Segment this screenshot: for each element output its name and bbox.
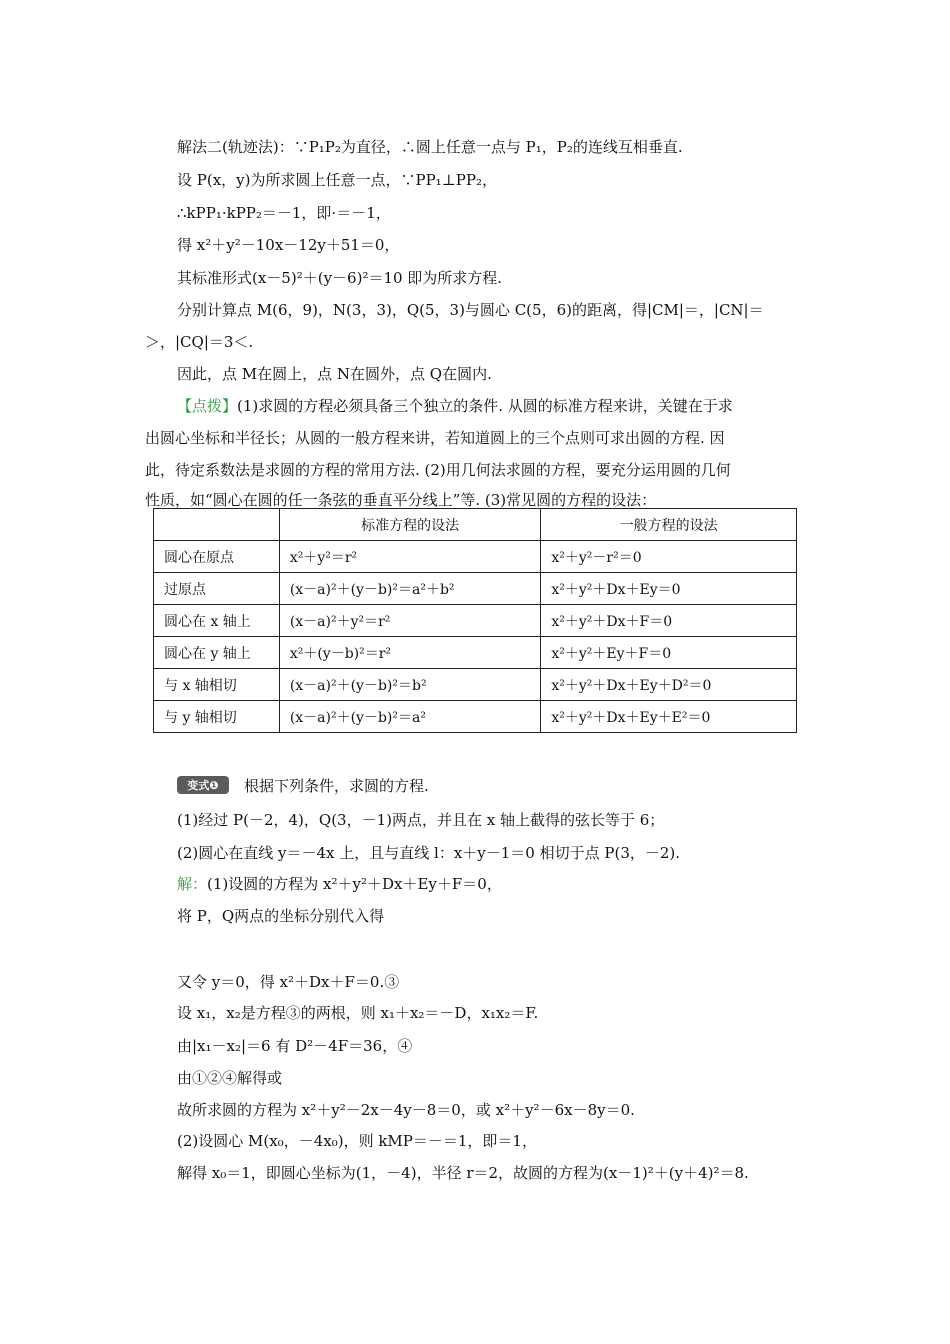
table-cell: 圆心在 x 轴上 (154, 605, 280, 637)
tip-text-1: (1)求圆的方程必须具备三个独立的条件. 从圆的标准方程来讲，关键在于求 (237, 397, 733, 415)
solution-line-6: 分别计算点 M(6，9)，N(3，3)，Q(5，3)与圆心 C(5，6)的距离，得|CM|＝，|CN|＝ (177, 301, 764, 319)
table-header-cell (154, 509, 280, 541)
variant-solution-line-9: 解得 x₀＝1，即圆心坐标为(1，－4)，半径 r＝2，故圆的方程为(x－1)²＋(y＋4)²＝8. (177, 1164, 749, 1182)
table-row (154, 637, 797, 669)
solution-line-3: ∴kPP₁·kPP₂＝－1，即·＝－1， (177, 204, 391, 222)
variant-solution-line-4: 设 x₁，x₂是方程③的两根，则 x₁＋x₂＝－D，x₁x₂＝F. (177, 1004, 539, 1022)
table-cell: 与 x 轴相切 (154, 669, 280, 701)
tip-line-3: 此，待定系数法是求圆的方程的常用方法. (2)用几何法求圆的方程，要充分运用圆的几何 (145, 461, 731, 479)
solution-line-8: 因此，点 M在圆上，点 N在圆外，点 Q在圆内. (177, 365, 492, 383)
solution-line-5: 其标准形式(x－5)²＋(y－6)²＝10 即为所求方程. (177, 269, 503, 287)
variant-badge: 变式❶ (177, 776, 229, 794)
solution-line-2: 设 P(x，y)为所求圆上任意一点，∵PP₁⊥PP₂， (177, 171, 498, 189)
circle-equation-table (153, 508, 797, 733)
solution-text-1: (1)设圆的方程为 x²＋y²＋Dx＋Ey＋F＝0， (207, 875, 502, 893)
tip-label: 【点拨】 (177, 397, 238, 415)
table-cell: 圆心在原点 (154, 541, 280, 573)
table-cell: 过原点 (154, 573, 280, 605)
table-header-cell: 一般方程的设法 (541, 509, 797, 541)
tip-line-4: 性质，如“圆心在圆的任一条弦的垂直平分线上”等. (3)常见圆的方程的设法： (145, 491, 657, 509)
solution-line-4: 得 x²＋y²－10x－12y＋51＝0， (177, 236, 400, 254)
table-cell: x²＋y²＋Dx＋Ey＋E²＝0 (541, 701, 797, 733)
variant-solution-line-6: 由①②④解得或 (177, 1069, 283, 1087)
table-row (154, 701, 797, 733)
variant-question-2: (2)圆心在直线 y＝－4x 上，且与直线 l：x＋y－1＝0 相切于点 P(3，－2). (177, 844, 681, 862)
tip-line-1 (177, 396, 733, 416)
variant-solution-line-2: 将 P，Q两点的坐标分别代入得 (177, 907, 385, 925)
table-cell: 与 y 轴相切 (154, 701, 280, 733)
solution-line-7: ＞，|CQ|＝3＜. (145, 333, 254, 351)
table-row (154, 541, 797, 573)
solution-line-1: 解法二(轨迹法)：∵P₁P₂为直径，∴圆上任意一点与 P₁，P₂的连线互相垂直. (177, 138, 683, 156)
table-cell: x²＋y²＋Dx＋Ey＝0 (541, 573, 797, 605)
table-row (154, 573, 797, 605)
solution-label: 解： (177, 875, 208, 893)
table-header-cell: 标准方程的设法 (279, 509, 541, 541)
table-row (154, 605, 797, 637)
table-cell: x²＋y²＋Dx＋Ey＋D²＝0 (541, 669, 797, 701)
table-cell: (x－a)²＋(y－b)²＝a²＋b² (279, 573, 541, 605)
table-cell: x²＋(y－b)²＝r² (279, 637, 541, 669)
variant-solution-line-1 (177, 874, 502, 894)
table-row (154, 669, 797, 701)
variant-prompt: 根据下列条件，求圆的方程. (244, 777, 429, 795)
table-cell: x²＋y²＋Dx＋F＝0 (541, 605, 797, 637)
variant-question-1: (1)经过 P(－2，4)，Q(3，－1)两点，并且在 x 轴上截得的弦长等于 6； (177, 811, 665, 829)
table-cell: (x－a)²＋(y－b)²＝b² (279, 669, 541, 701)
variant-solution-line-3: 又令 y＝0，得 x²＋Dx＋F＝0.③ (177, 973, 400, 991)
tip-line-2: 出圆心坐标和半径长；从圆的一般方程来讲，若知道圆上的三个点则可求出圆的方程. 因 (145, 429, 725, 447)
table-cell: x²＋y²＝r² (279, 541, 541, 573)
table-cell: (x－a)²＋y²＝r² (279, 605, 541, 637)
table-cell: (x－a)²＋(y－b)²＝a² (279, 701, 541, 733)
variant-solution-line-8: (2)设圆心 M(x₀，－4x₀)，则 kMP＝－＝1，即＝1， (177, 1132, 537, 1150)
variant-solution-line-7: 故所求圆的方程为 x²＋y²－2x－4y－8＝0，或 x²＋y²－6x－8y＝0. (177, 1101, 635, 1119)
table-cell: x²＋y²－r²＝0 (541, 541, 797, 573)
table-header-row (154, 509, 797, 541)
variant-solution-line-5: 由|x₁－x₂|＝6 有 D²－4F＝36，④ (177, 1037, 413, 1055)
table-cell: x²＋y²＋Ey＋F＝0 (541, 637, 797, 669)
table-cell: 圆心在 y 轴上 (154, 637, 280, 669)
